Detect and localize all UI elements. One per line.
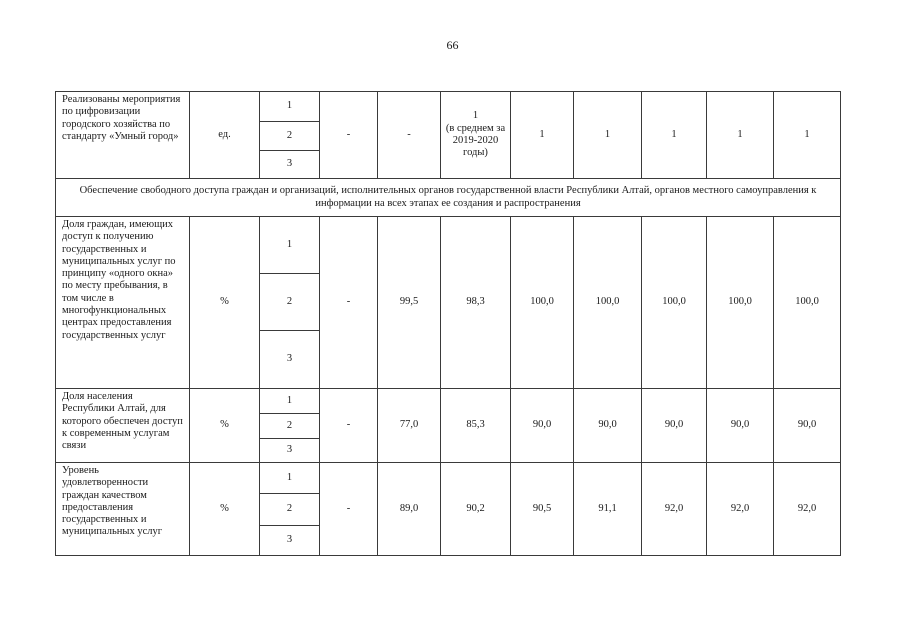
table-row <box>56 92 841 122</box>
unit-cell: ед. <box>190 92 260 179</box>
indicator-name: Реализованы мероприятия по цифровизации городского хозяйства по стандарту «Умный город» <box>56 92 190 179</box>
value-cell: 92,0 <box>642 463 707 556</box>
value-cell: 92,0 <box>774 463 841 556</box>
table-row <box>56 217 841 274</box>
table-row <box>56 463 841 494</box>
value-cell: 90,0 <box>574 389 642 463</box>
level-cell: 3 <box>260 151 320 179</box>
level-cell: 1 <box>260 217 320 274</box>
table-row <box>56 389 841 414</box>
level-cell: 1 <box>260 463 320 494</box>
value-cell: 92,0 <box>707 463 774 556</box>
section-header: Обеспечение свободного доступа граждан и организаций, исполнительных органов государственной власти Республики Алтай, органов местного самоуправления к информации на всех этапах ее создания и распространения <box>56 179 841 217</box>
value-cell: 90,0 <box>511 389 574 463</box>
level-cell: 2 <box>260 122 320 151</box>
level-cell: 2 <box>260 274 320 331</box>
unit-cell: % <box>190 217 260 389</box>
value-cell: 100,0 <box>642 217 707 389</box>
value-cell: 1 <box>774 92 841 179</box>
value-cell: 1 (в среднем за 2019-2020 годы) <box>441 92 511 179</box>
indicator-name: Доля граждан, имеющих доступ к получению государственных и муниципальных услуг по принципу «одного окна» по месту пребывания, в том числе в многофункциональных центрах предоставления государственных услуг <box>56 217 190 389</box>
page-number: 66 <box>446 38 459 52</box>
level-cell: 3 <box>260 439 320 463</box>
indicator-name: Доля населения Республики Алтай, для которого обеспечен доступ к современным услугам связи <box>56 389 190 463</box>
level-cell: 3 <box>260 526 320 556</box>
value-cell: 90,0 <box>774 389 841 463</box>
value-cell: 90,0 <box>642 389 707 463</box>
value-cell: 100,0 <box>774 217 841 389</box>
value-cell: 100,0 <box>574 217 642 389</box>
value-cell: - <box>320 92 378 179</box>
level-cell: 3 <box>260 331 320 389</box>
level-cell: 2 <box>260 494 320 526</box>
value-cell: 1 <box>574 92 642 179</box>
indicators-table <box>55 91 841 556</box>
value-cell: 77,0 <box>378 389 441 463</box>
value-cell: - <box>320 389 378 463</box>
level-cell: 1 <box>260 389 320 414</box>
value-cell: 1 <box>642 92 707 179</box>
value-cell: - <box>378 92 441 179</box>
value-cell: 91,1 <box>574 463 642 556</box>
value-cell: - <box>320 217 378 389</box>
unit-cell: % <box>190 389 260 463</box>
value-cell: 1 <box>511 92 574 179</box>
value-cell: 90,2 <box>441 463 511 556</box>
level-cell: 2 <box>260 414 320 439</box>
value-cell: 99,5 <box>378 217 441 389</box>
value-cell: 100,0 <box>707 217 774 389</box>
value-cell: 90,0 <box>707 389 774 463</box>
value-cell: 98,3 <box>441 217 511 389</box>
value-cell: 100,0 <box>511 217 574 389</box>
value-cell: 85,3 <box>441 389 511 463</box>
indicator-name: Уровень удовлетворенности граждан качеством предоставления государственных и муниципальных услуг <box>56 463 190 556</box>
value-cell: - <box>320 463 378 556</box>
level-cell: 1 <box>260 92 320 122</box>
value-cell: 1 <box>707 92 774 179</box>
value-cell: 90,5 <box>511 463 574 556</box>
section-header-row <box>56 179 841 217</box>
value-cell: 89,0 <box>378 463 441 556</box>
unit-cell: % <box>190 463 260 556</box>
